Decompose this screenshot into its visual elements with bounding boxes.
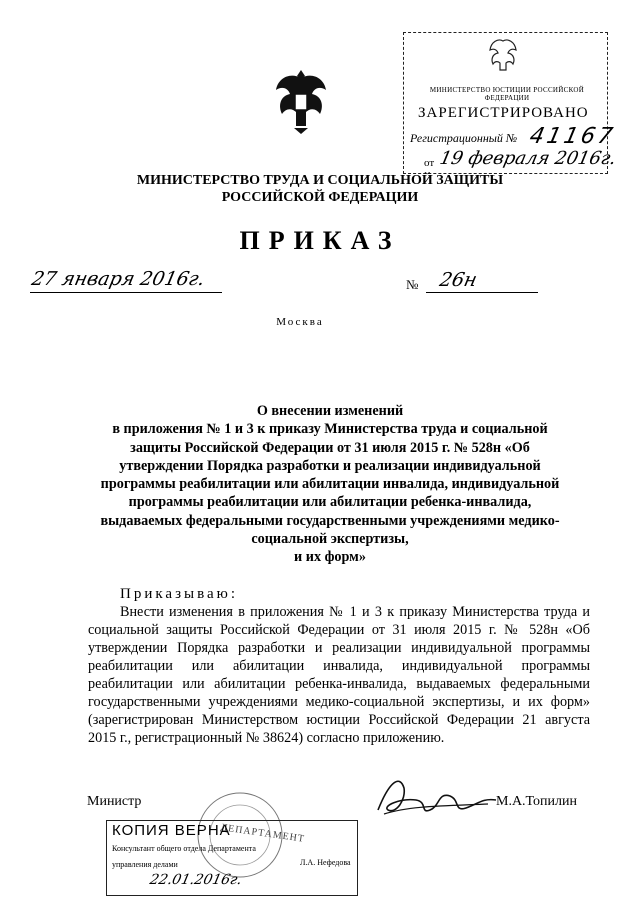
registration-date-label: от [424,157,435,169]
registration-stamp-eagle-icon [488,38,518,74]
title-line: утверждении Порядка разработки и реализации индивидуальной [119,457,541,474]
order-word: Приказываю: [120,586,238,602]
copy-stamp-title: КОПИЯ ВЕРНА [112,822,231,839]
number-underline [426,292,538,293]
date-underline [30,292,222,293]
city: Москва [276,316,324,328]
registration-stamp-ministry: МИНИСТЕРСТВО ЮСТИЦИИ РОССИЙСКОЙ ФЕДЕРАЦИИ [429,86,585,102]
handwritten-signature [370,770,500,825]
title-line: программы реабилитации или абилитации ребенка-инвалида, [128,494,532,511]
ministry-name-line1: МИНИСТЕРСТВО ТРУДА И СОЦИАЛЬНОЙ ЗАЩИТЫ [136,173,504,188]
signer-name: М.А.Топилин [496,794,578,809]
copy-stamp-date: 22.01.2016г. [148,872,244,888]
document-type: ПРИКАЗ [239,226,401,255]
title-line: защиты Российской Федерации от 31 июля 2015 г. № 528н «Об [130,439,530,456]
copy-stamp-name: Л.А. Нефедова [300,858,351,867]
number-label: № [406,277,419,292]
title-line: выдаваемых федеральными государственными учреждениями медико- [100,512,560,529]
order-number: 26н [437,269,480,291]
signer-position: Министр [87,794,142,809]
coat-of-arms-emblem-icon [272,64,330,136]
order-date: 27 января 2016г. [29,268,207,290]
registration-date: 19 февраля 2016г. [437,148,619,169]
registration-stamp-status: ЗАРЕГИСТРИРОВАНО [418,105,589,121]
title-line: и их форм» [294,549,366,566]
title-line: в приложения № 1 и 3 к приказу Министерства труда и социальной [112,421,548,438]
round-seal-text: ДЕПАРТАМЕНТ [219,822,306,845]
order-title [80,402,580,567]
copy-stamp-line1: Консультант общего отдела Департамента [112,844,256,853]
copy-stamp-line2: управления делами [112,860,178,869]
title-line: социальной экспертизы, [251,531,409,548]
ministry-name-line2: РОССИЙСКОЙ ФЕДЕРАЦИИ [221,190,419,205]
title-line: программы реабилитации или абилитации инвалида, индивидуальной [100,476,560,493]
title-line: О внесении изменений [256,403,404,419]
registration-number-label: Регистрационный № [410,131,518,145]
registration-number: 41167 [527,124,618,149]
order-body-text: Внести изменения в приложения № 1 и 3 к приказу Министерства труда и социальной защиты Российской Федерации от 31 июля 2015 г. № 528н «Об утверждении Порядка разработки и реализации индивидуальной программы реабилитации или абилитации инвалида, индивидуальной программы реабилитации или абилитации ребенка-инвалида, выдаваемых федеральными государственными учреждениями медико-социальной экспертизы, и их форм» (зарегистрирован Министерством юстиции Российской Федерации 21 августа 2015 г., регистрационный № 38624) согласно приложению. [88,604,590,746]
